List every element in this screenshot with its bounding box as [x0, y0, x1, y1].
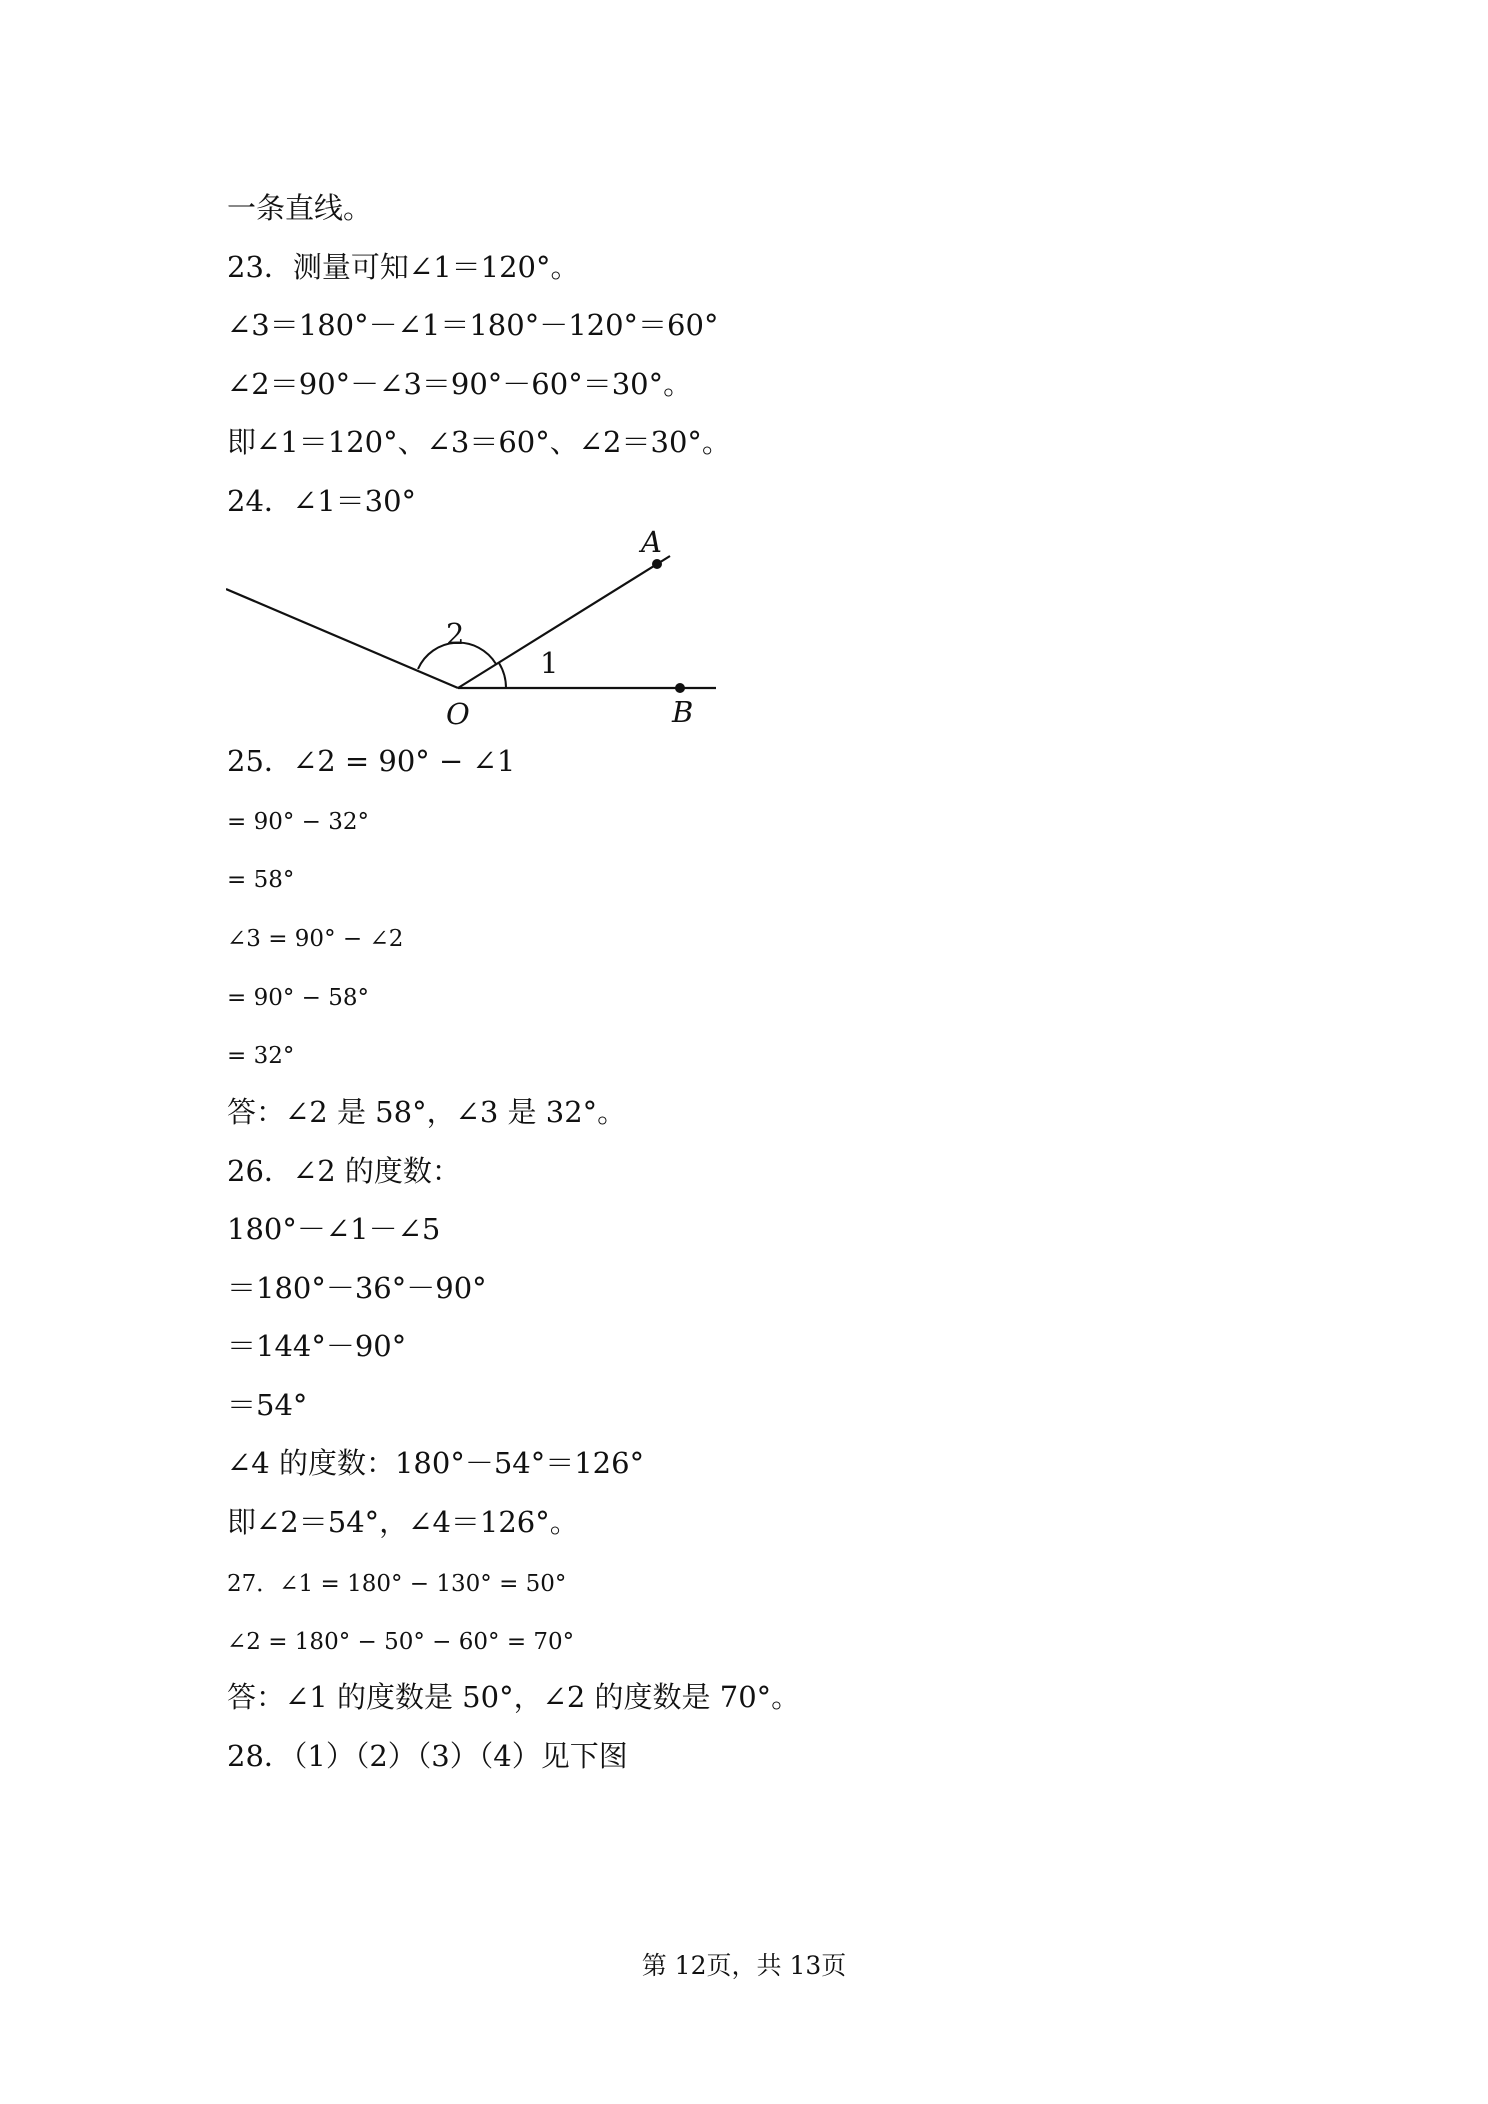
line-15: ＝180°－36°－90° — [227, 1271, 487, 1305]
label-angle-1: 1 — [540, 646, 559, 680]
line-1: 23．测量可知∠1＝120°。 — [227, 250, 580, 284]
page-footer: 第 12页，共 13页 — [641, 1951, 847, 1980]
line-19: 即∠2＝54°，∠4＝126°。 — [227, 1505, 579, 1539]
point-b — [675, 683, 685, 693]
left-ray — [226, 589, 458, 688]
line-23: 28．（1）（2）（3）（4）见下图 — [227, 1739, 628, 1773]
line-0: 一条直线。 — [227, 191, 373, 225]
line-16: ＝144°－90° — [227, 1329, 407, 1363]
label-b: B — [672, 695, 694, 728]
line-12: 答：∠2 是 58°，∠3 是 32°。 — [227, 1095, 627, 1129]
line-5: 24．∠1＝30° — [227, 484, 417, 518]
label-o: O — [446, 697, 470, 728]
label-a: A — [641, 528, 662, 559]
line-6: 25．∠2 = 90° − ∠1 — [227, 744, 516, 778]
line-18: ∠4 的度数：180°－54°＝126° — [227, 1446, 645, 1480]
line-17: ＝54° — [227, 1388, 308, 1422]
line-20: 27．∠1 = 180° − 130° = 50° — [227, 1571, 567, 1597]
line-22: 答：∠1 的度数是 50°，∠2 的度数是 70°。 — [227, 1680, 801, 1714]
line-9: ∠3 = 90° − ∠2 — [227, 926, 404, 952]
line-2: ∠3＝180°－∠1＝180°－120°＝60° — [227, 308, 719, 342]
angle-figure — [226, 528, 726, 728]
line-10: = 90° − 58° — [227, 985, 370, 1011]
line-3: ∠2＝90°－∠3＝90°－60°＝30°。 — [227, 367, 693, 401]
line-7: = 90° − 32° — [227, 809, 370, 835]
line-11: = 32° — [227, 1043, 295, 1069]
arc-angle-1 — [499, 663, 506, 688]
angle-diagram — [226, 528, 726, 728]
ray-oa — [458, 556, 670, 688]
line-13: 26．∠2 的度数： — [227, 1154, 461, 1188]
label-angle-2: 2 — [446, 617, 465, 651]
point-a — [652, 559, 662, 569]
line-4: 即∠1＝120°、∠3＝60°、∠2＝30°。 — [227, 425, 731, 459]
line-8: = 58° — [227, 867, 295, 893]
line-21: ∠2 = 180° − 50° − 60° = 70° — [227, 1629, 575, 1655]
line-14: 180°－∠1－∠5 — [227, 1212, 441, 1246]
